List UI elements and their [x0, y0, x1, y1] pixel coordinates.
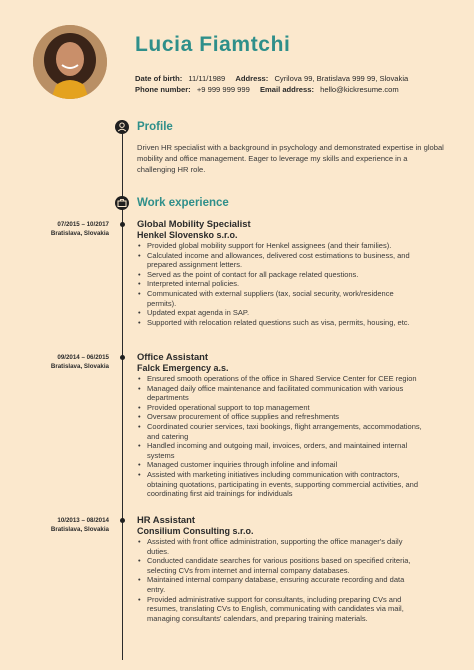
profile-summary: Driven HR specialist with a background in psychology and demonstrated expertise in global mobility and office management. Eager to leverage my skills and experience in a challenging HR role. [137, 143, 444, 174]
list-item: • Calculated income and allowances, delivered cost estimations to business, and prepared assignment letters. [137, 251, 422, 270]
job-title: Office Assistant [137, 351, 209, 362]
briefcase-icon [115, 196, 129, 210]
list-item: • Maintained internal company database, ensuring accurate recording and data entry. [137, 575, 422, 594]
job-entry [137, 515, 422, 623]
avatar [33, 25, 107, 99]
timeline-dot [120, 518, 125, 523]
phone-value: +9 999 999 999 [196, 85, 250, 94]
job-location: Bratislava, Slovakia [50, 363, 109, 370]
profile-section-title: Profile [137, 121, 173, 133]
list-item: • Supported with relocation related questions such as visa, permits, housing, etc. [137, 318, 422, 328]
list-item: • Ensured smooth operations of the office in Shared Service Center for CEE region [137, 374, 422, 384]
email-label: Email address: [259, 85, 314, 94]
list-item: • Communicated with external suppliers (tax, social security, work/residence permits). [137, 289, 422, 308]
dob-value: 11/11/1989 [188, 74, 226, 83]
person-icon [115, 120, 129, 134]
list-item: • Conducted candidate searches for various positions based on specified criteria, selecting CVs from internet and internal company databases. [137, 556, 422, 575]
candidate-name: Lucia Fiamtchi [135, 33, 291, 56]
job-duties [137, 241, 422, 327]
timeline-dot [120, 355, 125, 360]
address-value: Cyrilova 99, Bratislava 999 99, Slovakia [274, 74, 409, 83]
job-entry [137, 219, 422, 327]
list-item: • Provided operational support to top management [137, 403, 422, 413]
list-item: • Updated expat agenda in SAP. [137, 308, 422, 318]
list-item: • Interpreted internal policies. [137, 279, 422, 289]
list-item: • Assisted with marketing initiatives including communication with contractors, obtaining quotations, participating in events, supporting commercial activities, and coordinating first aid trainings for individuals [137, 470, 422, 499]
job-entry [137, 352, 422, 499]
job-title: HR Assistant [137, 514, 195, 525]
job-dates: 07/2015 – 10/2017 [57, 221, 109, 228]
address-label: Address: [235, 74, 269, 83]
list-item: • Provided global mobility support for Henkel assignees (and their families). [137, 241, 422, 251]
job-title: Global Mobility Specialist [137, 218, 251, 229]
work-experience-section-title: Work experience [137, 197, 229, 209]
list-item: • Managed daily office maintenance and facilitated communication with various departments [137, 384, 422, 403]
job-dates-block [20, 353, 109, 371]
list-item: • Assisted with front office administration, supporting the office manager's daily duties. [137, 537, 422, 556]
job-duties [137, 537, 422, 623]
job-company: Consilium Consulting s.r.o. [137, 525, 254, 536]
list-item: • Provided administrative support for consultants, including preparing CVs and resumes, translating CVs to English, communicating with candidates via mail, managing consultants' calendars, and preparing training materials. [137, 595, 422, 624]
job-company: Falck Emergency a.s. [137, 362, 229, 373]
contact-info [135, 73, 412, 95]
job-company: Henkel Slovensko s.r.o. [137, 229, 238, 240]
job-location: Bratislava, Slovakia [50, 230, 109, 237]
job-duties [137, 374, 422, 499]
job-dates: 10/2013 – 08/2014 [57, 517, 109, 524]
profile-photo [33, 25, 107, 99]
job-location: Bratislava, Slovakia [50, 526, 109, 533]
list-item: • Coordinated courier services, taxi bookings, flight arrangements, accommodations, and catering [137, 422, 422, 441]
dob-label: Date of birth: [135, 74, 183, 83]
list-item: • Managed customer inquiries through infoline and infomail [137, 460, 422, 470]
email-value: hello@kickresume.com [320, 85, 399, 94]
timeline-dot [120, 222, 125, 227]
job-dates-block [20, 220, 109, 238]
phone-label: Phone number: [135, 85, 191, 94]
job-dates: 09/2014 – 06/2015 [57, 354, 109, 361]
list-item: • Served as the point of contact for all package related questions. [137, 270, 422, 280]
job-dates-block [20, 516, 109, 534]
list-item: • Oversaw procurement of office supplies and refreshments [137, 412, 422, 422]
list-item: • Handled incoming and outgoing mail, invoices, orders, and maintained internal systems [137, 441, 422, 460]
